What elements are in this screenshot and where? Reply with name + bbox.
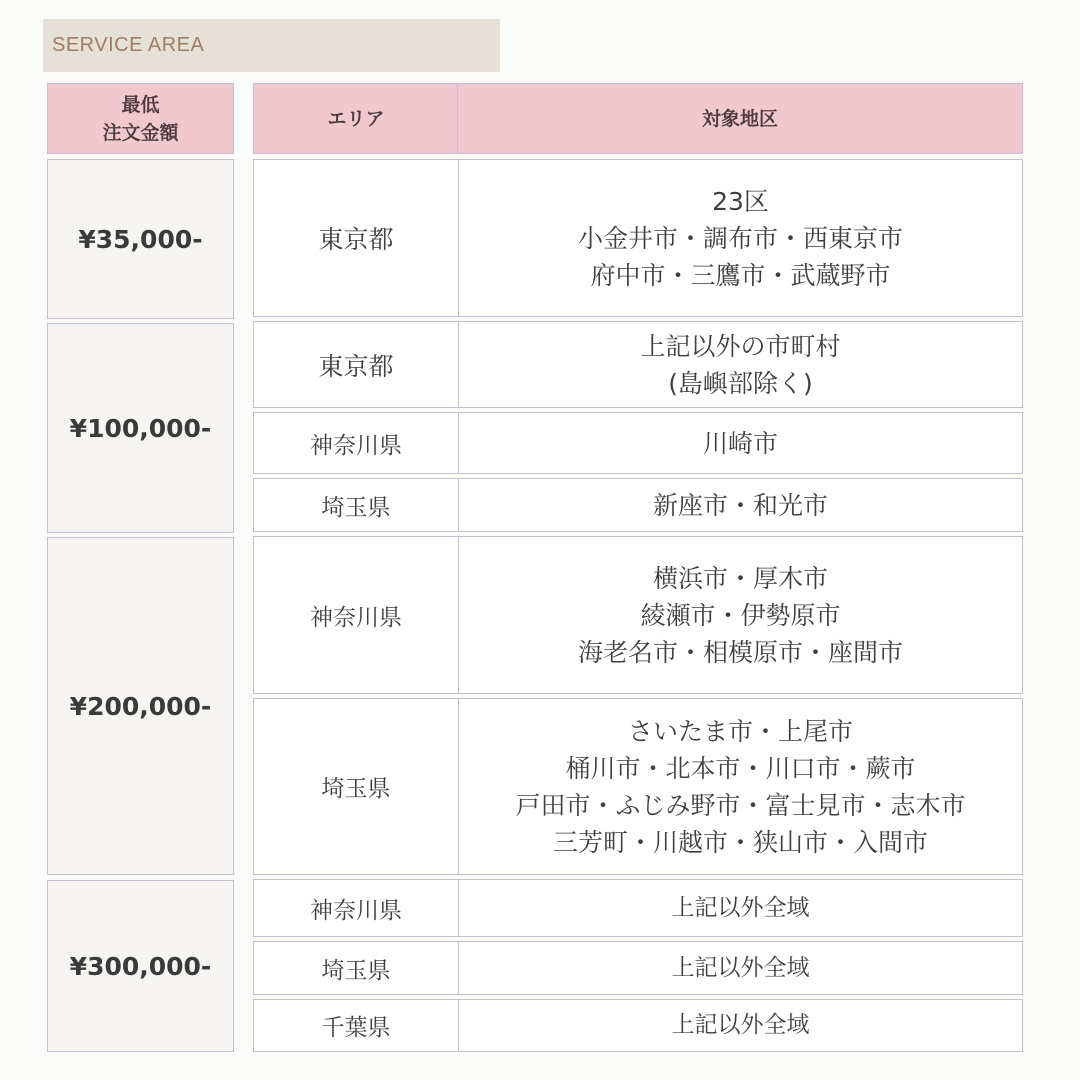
districts-cell	[459, 1000, 1022, 1051]
district-line: 上記以外全域	[671, 1012, 810, 1038]
district-line: (島嶼部除く)	[668, 368, 813, 398]
district-line: さいたま市・上尾市	[627, 716, 853, 746]
district-line: 上記以外の市町村	[640, 331, 841, 361]
table-row	[253, 321, 1023, 408]
districts-cell	[459, 479, 1022, 531]
header-districts: 対象地区	[457, 83, 1023, 154]
districts-cell	[459, 322, 1022, 407]
district-line: 新座市・和光市	[652, 490, 828, 520]
district-line: 府中市・三鷹市・武蔵野市	[590, 260, 891, 290]
table-row	[253, 159, 1023, 317]
district-line: 三芳町・川越市・狭山市・入間市	[552, 827, 928, 857]
district-line: 川崎市	[702, 428, 778, 458]
tier-amount: ¥200,000-	[47, 537, 234, 875]
district-line: 上記以外全域	[671, 894, 810, 921]
area-cell: 神奈川県	[254, 880, 459, 936]
table-row	[253, 412, 1023, 474]
header-area: エリア	[253, 83, 458, 154]
header-min-order	[47, 83, 234, 154]
header-min-order-line2: 注文金額	[102, 121, 179, 144]
district-line: 上記以外全域	[671, 954, 810, 981]
area-cell: 東京都	[254, 322, 459, 407]
table-row	[253, 536, 1023, 694]
district-line: 戸田市・ふじみ野市・富士見市・志木市	[515, 790, 966, 820]
area-cell: 千葉県	[254, 1000, 459, 1051]
area-cell: 埼玉県	[254, 699, 459, 874]
area-cell: 埼玉県	[254, 479, 459, 531]
tier-amount: ¥300,000-	[47, 880, 234, 1052]
section-title: SERVICE AREA	[43, 19, 500, 72]
districts-cell	[459, 537, 1022, 693]
table-row	[253, 941, 1023, 995]
area-cell: 神奈川県	[254, 537, 459, 693]
districts-cell	[459, 880, 1022, 936]
tier-amount: ¥35,000-	[47, 159, 234, 319]
districts-cell	[459, 413, 1022, 473]
district-line: 桶川市・北本市・川口市・蕨市	[565, 753, 916, 783]
area-cell: 神奈川県	[254, 413, 459, 473]
district-line: 綾瀬市・伊勢原市	[640, 600, 841, 630]
districts-cell	[459, 699, 1022, 874]
table-row	[253, 879, 1023, 937]
districts-cell	[459, 942, 1022, 994]
district-line: 海老名市・相模原市・座間市	[577, 637, 903, 667]
tier-amount: ¥100,000-	[47, 323, 234, 533]
district-line: 横浜市・厚木市	[652, 563, 828, 593]
table-row	[253, 999, 1023, 1052]
district-line: 23区	[712, 186, 769, 216]
districts-cell	[459, 160, 1022, 316]
area-cell: 東京都	[254, 160, 459, 316]
table-row	[253, 478, 1023, 532]
header-min-order-line1: 最低	[121, 93, 160, 116]
table-row	[253, 698, 1023, 875]
area-cell: 埼玉県	[254, 942, 459, 994]
district-line: 小金井市・調布市・西東京市	[577, 223, 903, 253]
